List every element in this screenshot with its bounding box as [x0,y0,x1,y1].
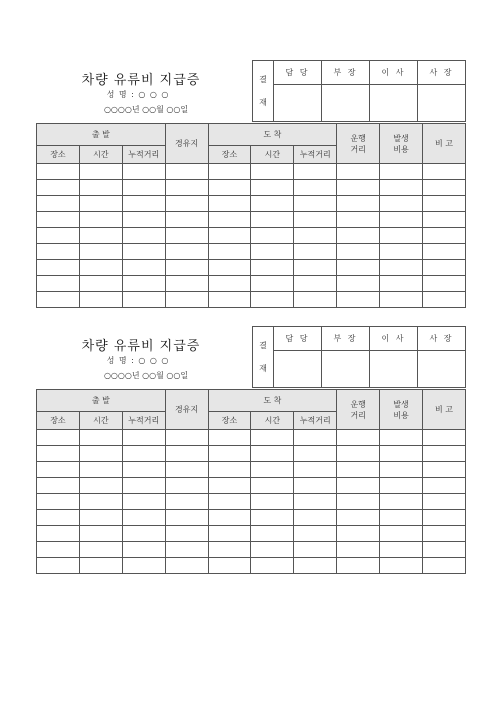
entry-cell[interactable] [79,244,122,260]
entry-cell[interactable] [37,244,80,260]
entry-cell[interactable] [423,558,466,574]
entry-cell[interactable] [208,542,251,558]
entry-cell[interactable] [79,180,122,196]
entry-cell[interactable] [380,196,423,212]
entry-cell[interactable] [380,510,423,526]
entry-cell[interactable] [208,228,251,244]
entry-cell[interactable] [208,164,251,180]
form-title: 차량 유류비 지급증 [81,339,201,354]
approval-role-president: 사 장 [418,327,466,351]
entry-cell[interactable] [79,260,122,276]
header-cumulative: 누적거리 [122,146,165,164]
form-title: 차량 유류비 지급증 [81,73,201,88]
entry-cell[interactable] [380,292,423,308]
sign-cell[interactable] [322,351,370,388]
entry-cell[interactable] [380,542,423,558]
table-row [37,558,466,574]
entry-cell[interactable] [165,494,208,510]
entry-cell[interactable] [380,180,423,196]
entry-cell[interactable] [423,212,466,228]
approval-label: 결 재 [253,61,274,122]
entry-cell[interactable] [37,292,80,308]
entry-cell[interactable] [337,462,380,478]
entry-cell[interactable] [122,180,165,196]
entry-cell[interactable] [208,196,251,212]
header-note: 비 고 [423,390,466,430]
entry-cell[interactable] [208,180,251,196]
entry-cell[interactable] [37,212,80,228]
table-row [37,276,466,292]
entry-cell[interactable] [122,244,165,260]
entry-cell[interactable] [294,212,337,228]
header-departure: 출 발 [37,390,166,412]
entry-cell[interactable] [37,276,80,292]
entry-cell[interactable] [423,276,466,292]
entry-cell[interactable] [337,196,380,212]
trip-log-table [36,123,466,308]
sign-cell[interactable] [370,85,418,122]
table-row [37,510,466,526]
entry-cell[interactable] [337,244,380,260]
header-cumulative: 누적거리 [294,146,337,164]
header-cumulative: 누적거리 [122,412,165,430]
entry-cell[interactable] [251,542,294,558]
entry-cell[interactable] [423,542,466,558]
entry-cell[interactable] [208,558,251,574]
entry-cell[interactable] [423,462,466,478]
header-departure: 출 발 [37,124,166,146]
entry-cell[interactable] [380,260,423,276]
entry-cell[interactable] [165,430,208,446]
entry-cell[interactable] [251,180,294,196]
entry-cell[interactable] [79,526,122,542]
entry-cell[interactable] [337,276,380,292]
entry-cell[interactable] [294,510,337,526]
entry-cell[interactable] [208,276,251,292]
entry-cell[interactable] [337,164,380,180]
sign-cell[interactable] [274,351,322,388]
entry-cell[interactable] [37,446,80,462]
table-row [37,164,466,180]
entry-cell[interactable] [294,542,337,558]
entry-cell[interactable] [37,510,80,526]
entry-cell[interactable] [337,558,380,574]
entry-cell[interactable] [79,478,122,494]
entry-cell[interactable] [423,510,466,526]
entry-cell[interactable] [337,180,380,196]
entry-cell[interactable] [122,462,165,478]
entry-cell[interactable] [165,558,208,574]
entry-cell[interactable] [165,292,208,308]
entry-cell[interactable] [423,430,466,446]
entry-cell[interactable] [423,446,466,462]
approval-label: 결 재 [253,327,274,388]
entry-cell[interactable] [251,164,294,180]
table-body [37,430,466,574]
entry-cell[interactable] [337,228,380,244]
header-waypoint: 경유지 [165,124,208,164]
name-line: 성 명 : ○ ○ ○ [106,356,170,365]
entry-cell[interactable] [122,430,165,446]
entry-cell[interactable] [251,430,294,446]
entry-cell[interactable] [251,228,294,244]
entry-cell[interactable] [165,244,208,260]
entry-cell[interactable] [79,558,122,574]
entry-cell[interactable] [165,542,208,558]
entry-cell[interactable] [37,430,80,446]
entry-cell[interactable] [251,494,294,510]
table-row [37,212,466,228]
entry-cell[interactable] [294,430,337,446]
entry-cell[interactable] [122,510,165,526]
approval-box [252,326,466,388]
entry-cell[interactable] [122,276,165,292]
entry-cell[interactable] [37,260,80,276]
entry-cell[interactable] [423,196,466,212]
date-line: ○○○○년 ○○월 ○○일 [103,371,189,380]
entry-cell[interactable] [165,510,208,526]
table-row [37,526,466,542]
entry-cell[interactable] [294,276,337,292]
header-waypoint: 경유지 [165,390,208,430]
entry-cell[interactable] [208,260,251,276]
entry-cell[interactable] [208,478,251,494]
entry-cell[interactable] [251,244,294,260]
entry-cell[interactable] [79,542,122,558]
entry-cell[interactable] [294,180,337,196]
entry-cell[interactable] [208,510,251,526]
entry-cell[interactable] [79,494,122,510]
entry-cell[interactable] [37,526,80,542]
table-row [37,228,466,244]
entry-cell[interactable] [165,462,208,478]
entry-cell[interactable] [423,260,466,276]
entry-cell[interactable] [337,212,380,228]
entry-cell[interactable] [208,462,251,478]
entry-cell[interactable] [208,494,251,510]
sign-cell[interactable] [322,85,370,122]
entry-cell[interactable] [208,212,251,228]
entry-cell[interactable] [122,446,165,462]
entry-cell[interactable] [337,542,380,558]
entry-cell[interactable] [380,526,423,542]
entry-cell[interactable] [423,164,466,180]
entry-cell[interactable] [337,526,380,542]
entry-cell[interactable] [294,526,337,542]
entry-cell[interactable] [380,462,423,478]
entry-cell[interactable] [380,446,423,462]
approval-role-president: 사 장 [418,61,466,85]
entry-cell[interactable] [294,462,337,478]
entry-cell[interactable] [423,478,466,494]
table-row [37,180,466,196]
entry-cell[interactable] [337,292,380,308]
entry-cell[interactable] [294,292,337,308]
entry-cell[interactable] [122,478,165,494]
entry-cell[interactable] [122,260,165,276]
entry-cell[interactable] [208,430,251,446]
entry-cell[interactable] [337,478,380,494]
entry-cell[interactable] [37,462,80,478]
table-row [37,478,466,494]
entry-cell[interactable] [294,478,337,494]
header-place: 장소 [208,412,251,430]
entry-cell[interactable] [251,212,294,228]
sign-cell[interactable] [418,85,466,122]
header-time: 시간 [251,146,294,164]
header-arrival: 도 착 [208,124,337,146]
entry-cell[interactable] [380,164,423,180]
entry-cell[interactable] [337,510,380,526]
header-cost: 발생 비용 [380,390,423,430]
entry-cell[interactable] [79,510,122,526]
entry-cell[interactable] [294,558,337,574]
table-body [37,164,466,308]
entry-cell[interactable] [122,164,165,180]
entry-cell[interactable] [165,526,208,542]
entry-cell[interactable] [251,478,294,494]
entry-cell[interactable] [251,196,294,212]
entry-cell[interactable] [380,478,423,494]
header-cost: 발생 비용 [380,124,423,164]
entry-cell[interactable] [79,462,122,478]
entry-cell[interactable] [208,446,251,462]
entry-cell[interactable] [251,558,294,574]
entry-cell[interactable] [380,558,423,574]
entry-cell[interactable] [122,228,165,244]
entry-cell[interactable] [251,526,294,542]
approval-role-executive: 이 사 [370,327,418,351]
header-time: 시간 [251,412,294,430]
entry-cell[interactable] [251,292,294,308]
header-place: 장소 [37,412,80,430]
approval-box [252,60,466,122]
entry-cell[interactable] [165,212,208,228]
entry-cell[interactable] [294,196,337,212]
entry-cell[interactable] [122,292,165,308]
sign-cell[interactable] [418,351,466,388]
table-row [37,196,466,212]
entry-cell[interactable] [79,430,122,446]
entry-cell[interactable] [165,196,208,212]
entry-cell[interactable] [337,430,380,446]
entry-cell[interactable] [337,446,380,462]
entry-cell[interactable] [37,228,80,244]
table-row [37,430,466,446]
table-row [37,292,466,308]
entry-cell[interactable] [37,494,80,510]
entry-cell[interactable] [294,228,337,244]
table-row [37,260,466,276]
entry-cell[interactable] [165,180,208,196]
entry-cell[interactable] [208,244,251,260]
entry-cell[interactable] [251,276,294,292]
entry-cell[interactable] [294,244,337,260]
entry-cell[interactable] [165,446,208,462]
entry-cell[interactable] [79,196,122,212]
entry-cell[interactable] [423,494,466,510]
table-row [37,446,466,462]
entry-cell[interactable] [208,292,251,308]
entry-cell[interactable] [165,276,208,292]
header-note: 비 고 [423,124,466,164]
entry-cell[interactable] [165,478,208,494]
entry-cell[interactable] [37,558,80,574]
entry-cell[interactable] [79,292,122,308]
table-row [37,462,466,478]
entry-cell[interactable] [380,276,423,292]
entry-cell[interactable] [79,164,122,180]
entry-cell[interactable] [380,430,423,446]
entry-cell[interactable] [79,446,122,462]
entry-cell[interactable] [337,494,380,510]
trip-log-table [36,389,466,574]
entry-cell[interactable] [37,180,80,196]
entry-cell[interactable] [79,212,122,228]
approval-role-director: 부 장 [322,327,370,351]
name-line: 성 명 : ○ ○ ○ [106,90,170,99]
header-time: 시간 [79,146,122,164]
entry-cell[interactable] [251,510,294,526]
table-row [37,494,466,510]
entry-cell[interactable] [122,526,165,542]
header-drive-distance: 운행 거리 [337,390,380,430]
entry-cell[interactable] [294,494,337,510]
entry-cell[interactable] [122,212,165,228]
entry-cell[interactable] [251,260,294,276]
header-time: 시간 [79,412,122,430]
entry-cell[interactable] [79,276,122,292]
entry-cell[interactable] [122,494,165,510]
entry-cell[interactable] [208,526,251,542]
entry-cell[interactable] [380,244,423,260]
entry-cell[interactable] [423,292,466,308]
entry-cell[interactable] [380,228,423,244]
entry-cell[interactable] [122,542,165,558]
entry-cell[interactable] [165,260,208,276]
date-line: ○○○○년 ○○월 ○○일 [103,105,189,114]
entry-cell[interactable] [37,164,80,180]
entry-cell[interactable] [122,196,165,212]
entry-cell[interactable] [37,196,80,212]
entry-cell[interactable] [380,494,423,510]
table-row [37,542,466,558]
entry-cell[interactable] [165,228,208,244]
approval-role-executive: 이 사 [370,61,418,85]
entry-cell[interactable] [294,164,337,180]
entry-cell[interactable] [122,558,165,574]
entry-cell[interactable] [294,260,337,276]
entry-cell[interactable] [423,228,466,244]
entry-cell[interactable] [251,446,294,462]
approval-role-manager: 담 당 [274,327,322,351]
entry-cell[interactable] [423,180,466,196]
entry-cell[interactable] [423,526,466,542]
entry-cell[interactable] [380,212,423,228]
table-row [37,244,466,260]
entry-cell[interactable] [37,478,80,494]
entry-cell[interactable] [165,164,208,180]
header-cumulative: 누적거리 [294,412,337,430]
header-arrival: 도 착 [208,390,337,412]
entry-cell[interactable] [423,244,466,260]
approval-role-manager: 담 당 [274,61,322,85]
sign-cell[interactable] [274,85,322,122]
entry-cell[interactable] [337,260,380,276]
header-place: 장소 [37,146,80,164]
entry-cell[interactable] [37,542,80,558]
sign-cell[interactable] [370,351,418,388]
entry-cell[interactable] [294,446,337,462]
header-place: 장소 [208,146,251,164]
header-drive-distance: 운행 거리 [337,124,380,164]
entry-cell[interactable] [79,228,122,244]
entry-cell[interactable] [251,462,294,478]
approval-role-director: 부 장 [322,61,370,85]
